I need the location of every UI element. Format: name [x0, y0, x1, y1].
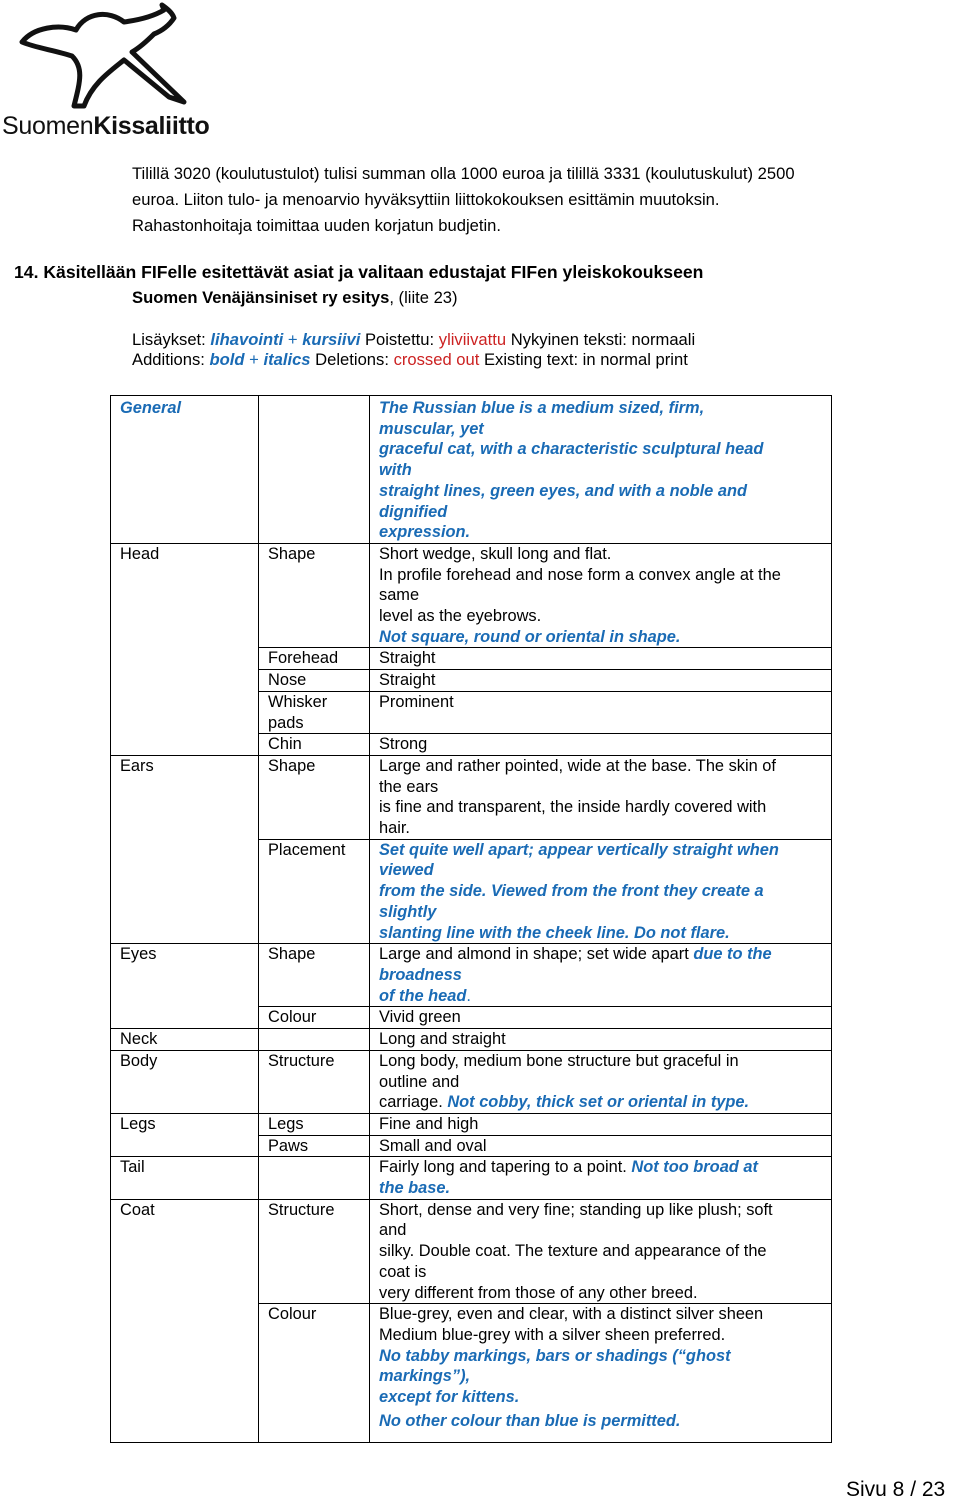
- table-row: [111, 396, 832, 544]
- body-description: Long body, medium bone structure but graceful in outline and carriage. Not cobby, thick set or oriental in type.: [370, 1050, 832, 1113]
- table-row: [111, 1304, 832, 1443]
- row-label-head: Head: [120, 544, 160, 563]
- paws-value: Small and oval: [379, 1136, 487, 1155]
- ears-placement-description: Set quite well apart; appear vertically straight when viewed from the side. Viewed from the front they create a slightly slanting line with the cheek line. Do not flare.: [370, 839, 832, 944]
- coat-colour-description: Blue-grey, even and clear, with a distinct silver sheen Medium blue-grey with a silver sheen preferred. No tabby markings, bars or shadings (“ghost markings”), except for kittens. No other colour than blue is permitted.: [370, 1304, 832, 1443]
- intro-line-3: Rahastonhoitaja toimittaa uuden korjatun budjetin.: [132, 216, 502, 235]
- leaping-cat-logo-icon: [14, 2, 194, 112]
- forehead-value: Straight: [379, 649, 436, 668]
- ears-shape-description: Large and rather pointed, wide at the base. The skin of the ears is fine and transparent, the inside hardly covered with hair.: [370, 755, 832, 839]
- table-row: [111, 670, 832, 692]
- table-row: [111, 1157, 832, 1199]
- sub-label-placement: Placement: [268, 840, 346, 859]
- row-label-eyes: Eyes: [120, 945, 157, 964]
- legend-finnish: Lisäykset: lihavointi + kursiivi Poistettu: yliviivattu Nykyinen teksti: normaali: [132, 330, 696, 349]
- row-label-legs: Legs: [120, 1114, 156, 1133]
- legend-english: Additions: bold + italics Deletions: crossed out Existing text: in normal print: [132, 350, 688, 369]
- sub-label-whisker-pads: Whisker pads: [259, 691, 370, 733]
- sub-label-shape: Shape: [268, 756, 316, 775]
- intro-line-1: Tilillä 3020 (koulutustulot) tulisi summan olla 1000 euroa ja tilillä 3331 (koulutuskulut) 2500: [132, 164, 795, 183]
- sub-label-structure: Structure: [268, 1200, 335, 1219]
- section-subtitle: Suomen Venäjänsiniset ry esitys, (liite 23): [132, 288, 458, 307]
- row-label-body: Body: [120, 1051, 158, 1070]
- sub-label-colour: Colour: [268, 1008, 317, 1027]
- intro-line-2: euroa. Liiton tulo- ja menoarvio hyväksyttiin liittokokouksen esittämin muutoksin.: [132, 190, 720, 209]
- legs-value: Fine and high: [379, 1114, 479, 1133]
- table-row: [111, 734, 832, 756]
- section-heading: 14. Käsitellään FIFelle esitettävät asiat ja valitaan edustajat FIFen yleiskokoukseen: [14, 262, 704, 282]
- tail-description: Fairly long and tapering to a point. Not too broad at the base.: [370, 1157, 832, 1199]
- sub-label-colour: Colour: [268, 1305, 317, 1324]
- table-row: [111, 648, 832, 670]
- row-label-ears: Ears: [120, 756, 154, 775]
- general-description: The Russian blue is a medium sized, firm, muscular, yet graceful cat, with a characteristic sculptural head with straight lines, green eyes, and with a noble and dignified expression.: [370, 396, 832, 544]
- organization-logo: [0, 0, 215, 140]
- eyes-colour-value: Vivid green: [379, 1008, 461, 1027]
- breed-standard-table: [110, 395, 832, 1443]
- head-shape-description: Short wedge, skull long and flat. In profile forehead and nose form a convex angle at the same level as the eyebrows. Not square, round or oriental in shape.: [370, 543, 832, 648]
- row-label-tail: Tail: [120, 1158, 145, 1177]
- table-row: [111, 839, 832, 944]
- sub-label-shape: Shape: [268, 544, 316, 563]
- whisker-pads-value: Prominent: [379, 692, 454, 711]
- sub-label-forehead: Forehead: [268, 649, 339, 668]
- row-label-coat: Coat: [120, 1200, 155, 1219]
- row-label-general: General: [120, 399, 182, 417]
- sub-label-nose: Nose: [268, 671, 307, 690]
- coat-structure-description: Short, dense and very fine; standing up like plush; soft and silky. Double coat. The texture and appearance of the coat is very different from those of any other breed.: [370, 1199, 832, 1304]
- sub-label-paws: Paws: [268, 1136, 309, 1155]
- sub-label-shape: Shape: [268, 945, 316, 964]
- table-row: [111, 1113, 832, 1135]
- chin-value: Strong: [379, 735, 428, 754]
- table-row: [111, 1135, 832, 1157]
- eyes-shape-description: Large and almond in shape; set wide apart due to the broadness of the head.: [370, 944, 832, 1007]
- logo-wordmark: SuomenKissaliitto: [2, 112, 210, 140]
- nose-value: Straight: [379, 671, 436, 690]
- table-row: [111, 1007, 832, 1029]
- table-row: [111, 543, 832, 648]
- table-row: [111, 1029, 832, 1051]
- page-number: Sivu 8 / 23: [846, 1478, 946, 1501]
- table-row: [111, 1199, 832, 1304]
- neck-value: Long and straight: [379, 1030, 506, 1049]
- table-row: [111, 1050, 832, 1113]
- table-row: [111, 755, 832, 839]
- table-row: [111, 944, 832, 1007]
- table-row: [111, 691, 832, 733]
- sub-label-structure: Structure: [268, 1051, 335, 1070]
- sub-label-chin: Chin: [268, 735, 302, 754]
- sub-label-legs: Legs: [268, 1114, 304, 1133]
- row-label-neck: Neck: [120, 1030, 158, 1049]
